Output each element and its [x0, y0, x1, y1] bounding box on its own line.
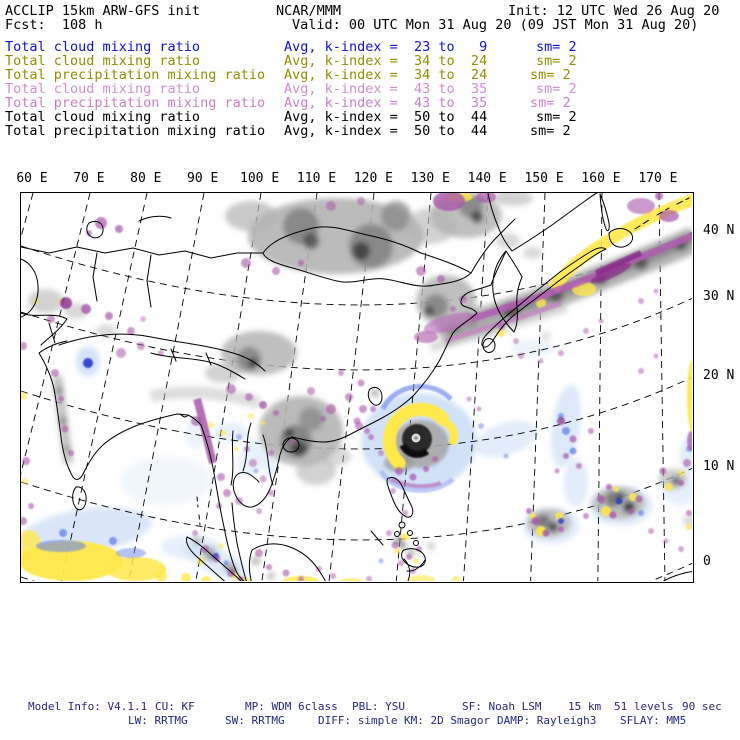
header-row-2-seg-2: Valid: 00 UTC Mon 31 Aug 20 (09 JST Mon 31 Aug 20)	[292, 17, 699, 33]
cirrus-lightblue-shading	[21, 321, 692, 581]
lon-label-70E: 70 E	[73, 171, 105, 186]
header-row-3-seg-1: Total cloud mixing ratio	[5, 39, 201, 55]
header-row-9-seg-2: Avg, k-index = 50 to 44	[284, 123, 488, 139]
header-row-2-seg-1: Fcst: 108 h	[5, 17, 103, 33]
header-row-9-seg-3: sm= 2	[530, 123, 571, 139]
lon-label-100E: 100 E	[240, 171, 280, 186]
header-row-6-seg-2: Avg, k-index = 43 to 35	[284, 81, 488, 97]
border-afghan	[21, 313, 67, 345]
lake-aral	[87, 221, 103, 237]
footer-line1-item-2: CU: KF	[155, 700, 195, 713]
header-row-1-seg-1: ACCLIP 15km ARW-GFS init	[5, 3, 201, 19]
header-row-4-seg-3: sm= 2	[536, 53, 577, 69]
footer-line1-item-8: 90 sec	[682, 700, 722, 713]
header-row-5-seg-1: Total precipitation mixing ratio	[5, 67, 266, 83]
lon-label-110E: 110 E	[296, 171, 337, 186]
header-row-6-seg-1: Total cloud mixing ratio	[5, 81, 201, 97]
map-frame	[20, 192, 694, 583]
border-central-asia	[21, 247, 263, 258]
footer-line1-item-1: Model Info: V4.1.1	[28, 700, 148, 713]
islands-andaman	[197, 497, 200, 525]
island-palawan	[371, 531, 383, 545]
header-row-3-seg-3: sm= 2	[536, 39, 577, 55]
footer-line2-item-1: LW: RRTMG	[128, 714, 188, 727]
header-row-6-seg-3: sm= 2	[536, 81, 577, 97]
header-row-5-seg-3: sm= 2	[530, 67, 571, 83]
lon-label-80E: 80 E	[130, 171, 162, 186]
footer-line2-item-4: KM: 2D Smagor	[404, 714, 491, 727]
lon-label-120E: 120 E	[353, 171, 393, 186]
lon-label-140E: 140 E	[467, 171, 507, 186]
lon-label-160E: 160 E	[581, 171, 621, 186]
footer-line1-item-7: 51 levels	[614, 700, 674, 713]
footer-line2-item-6: SFLAY: MM5	[620, 714, 687, 727]
footer-line2-item-5: DAMP: Rayleigh3	[497, 714, 597, 727]
header-row-4-seg-1: Total cloud mixing ratio	[5, 53, 201, 69]
lon-label-60E: 60 E	[16, 171, 48, 186]
lat-label-10N: 10 N	[703, 459, 735, 474]
header-row-3-seg-2: Avg, k-index = 23 to 9	[284, 39, 488, 55]
footer-line2-item-3: DIFF: simple	[318, 714, 398, 727]
footer-line1-item-5: SF: Noah LSM	[462, 700, 542, 713]
header-row-4-seg-2: Avg, k-index = 34 to 24	[284, 53, 488, 69]
header-row-8-seg-2: Avg, k-index = 50 to 44	[284, 109, 488, 125]
island-philippine-2	[408, 531, 413, 536]
lat-label-40N: 40 N	[703, 223, 735, 238]
lon-label-90E: 90 E	[187, 171, 219, 186]
island-philippine-3	[395, 532, 400, 537]
header-row-8-seg-1: Total cloud mixing ratio	[5, 109, 201, 125]
header-row-7-seg-3: sm= 2	[530, 95, 571, 111]
header-row-1-seg-2: NCAR/MMM	[276, 3, 342, 19]
header-row-7-seg-2: Avg, k-index = 43 to 35	[284, 95, 488, 111]
lake-balkhash	[139, 216, 171, 221]
footer-line1-item-6: 15 km	[568, 700, 602, 713]
island-philippine-1	[399, 522, 405, 528]
lon-label-150E: 150 E	[524, 171, 564, 186]
coast-new-guinea	[659, 571, 692, 581]
header-row-5-seg-2: Avg, k-index = 34 to 24	[284, 67, 488, 83]
lat-label-20N: 20 N	[703, 368, 735, 383]
lon-label-130E: 130 E	[410, 171, 450, 186]
footer-line2-item-2: SW: RRTMG	[225, 714, 285, 727]
header-row-9-seg-1: Total precipitation mixing ratio	[5, 123, 266, 139]
lat-label-30N: 30 N	[703, 289, 735, 304]
island-sakhalin	[600, 194, 609, 231]
lat-label-0: 0	[703, 554, 711, 569]
island-philippine-4	[414, 541, 419, 546]
footer-line1-item-3: MP: WDM 6class	[245, 700, 338, 713]
header-row-8-seg-3: sm= 2	[536, 109, 577, 125]
footer-line1-item-4: PBL: YSU	[352, 700, 405, 713]
header-row-7-seg-1: Total precipitation mixing ratio	[5, 95, 266, 111]
weather-map-graphic	[21, 193, 692, 581]
header-row-1-seg-3: Init: 12 UTC Wed 26 Aug 20	[508, 3, 720, 19]
lon-label-170E: 170 E	[638, 171, 678, 186]
